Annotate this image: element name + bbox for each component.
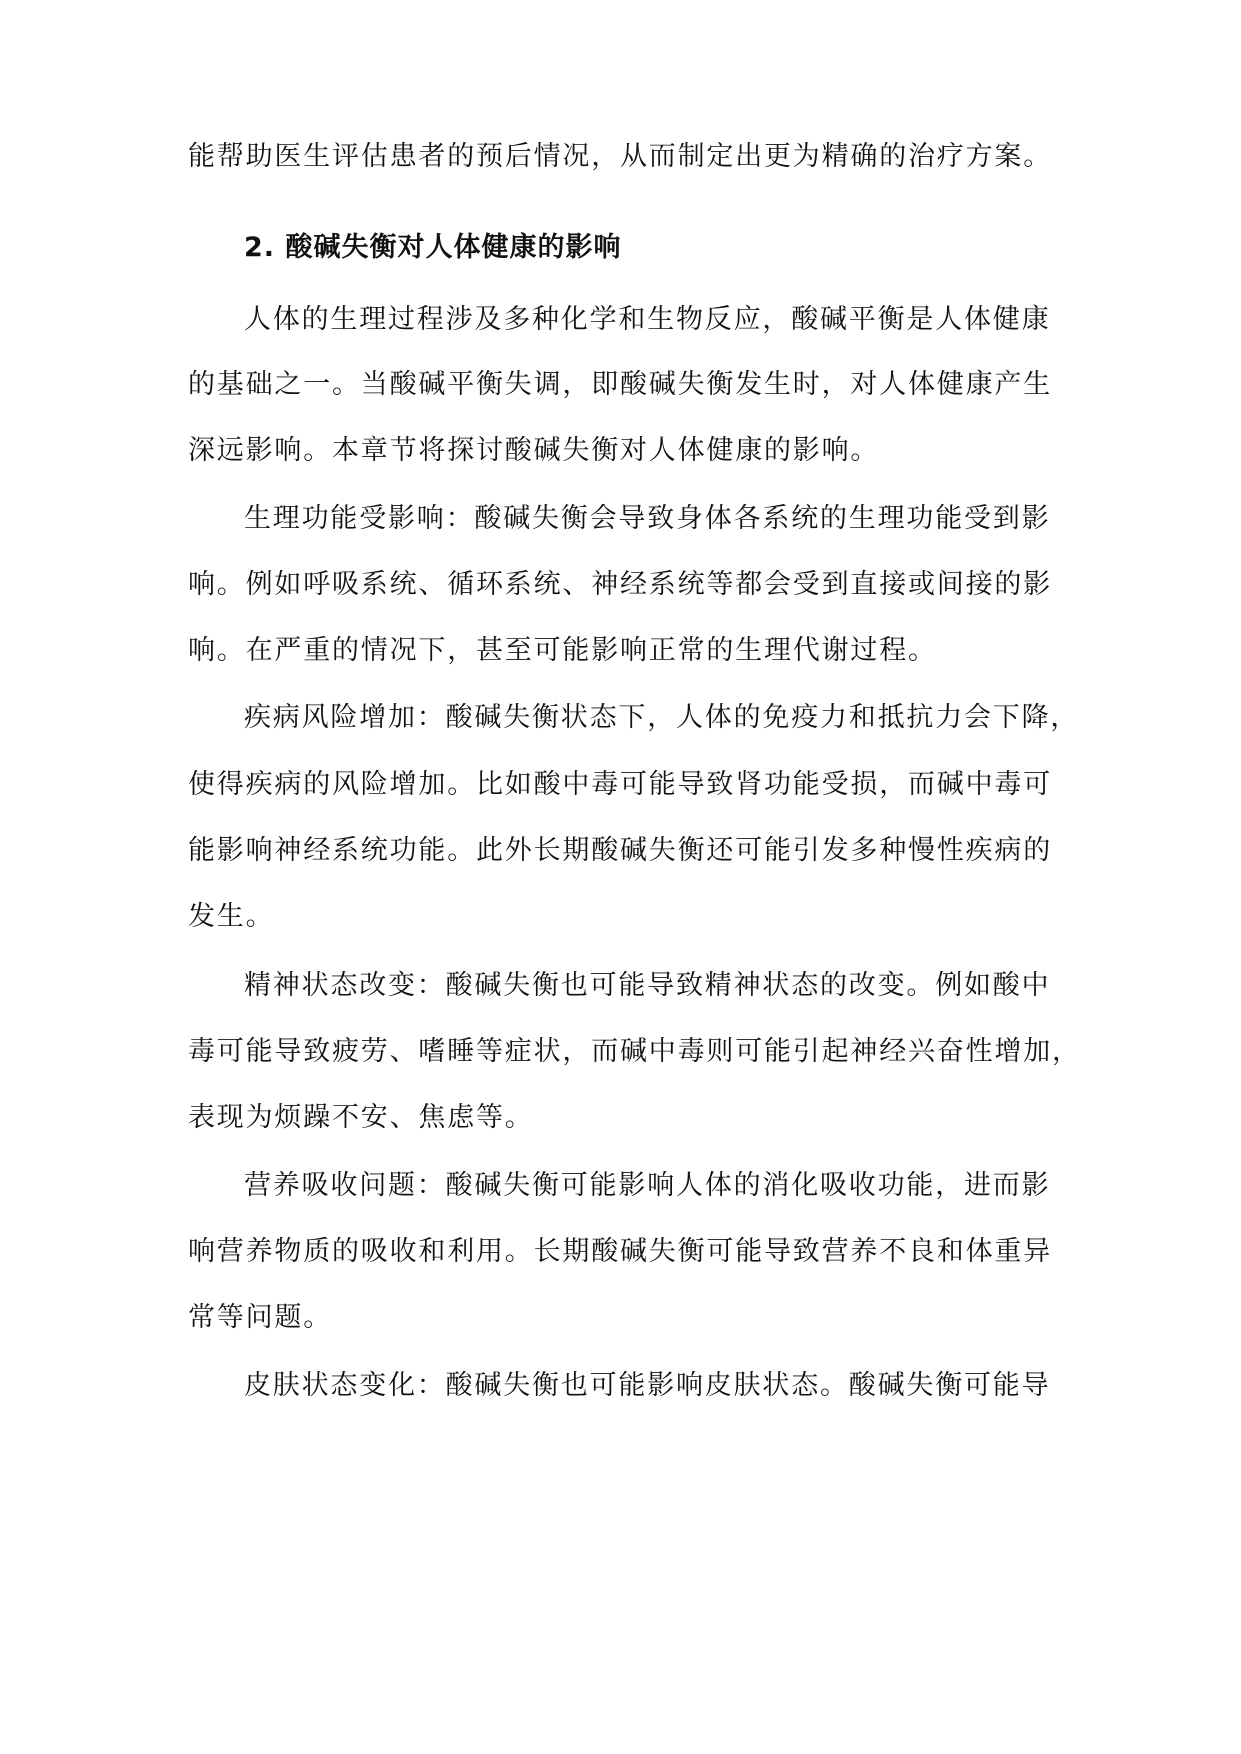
paragraph-6-line-1: 皮肤状态变化：酸碱失衡也可能影响皮肤状态。酸碱失衡可能导 xyxy=(244,1370,1051,1401)
paragraph-1-line-2: 的基础之一。当酸碱平衡失调，即酸碱失衡发生时，对人体健康产生 xyxy=(188,369,1052,400)
paragraph-5-line-2: 响营养物质的吸收和利用。长期酸碱失衡可能导致营养不良和体重异 xyxy=(188,1236,1052,1267)
paragraph-3-line-1: 疾病风险增加：酸碱失衡状态下，人体的免疫力和抵抗力会下降， xyxy=(244,702,1080,733)
paragraph-2-line-2: 响。例如呼吸系统、循环系统、神经系统等都会受到直接或间接的影 xyxy=(188,569,1052,600)
paragraph-4-line-3: 表现为烦躁不安、焦虑等。 xyxy=(188,1102,534,1133)
paragraph-3-line-3: 能影响神经系统功能。此外长期酸碱失衡还可能引发多种慢性疾病的 xyxy=(188,835,1052,866)
paragraph-5-line-3: 常等问题。 xyxy=(188,1302,332,1333)
intro-tail-line: 能帮助医生评估患者的预后情况，从而制定出更为精确的治疗方案。 xyxy=(188,141,1052,172)
paragraph-1-line-1: 人体的生理过程涉及多种化学和生物反应，酸碱平衡是人体健康 xyxy=(244,304,1051,335)
paragraph-1-line-3: 深远影响。本章节将探讨酸碱失衡对人体健康的影响。 xyxy=(188,435,880,466)
section-heading: 2. 酸碱失衡对人体健康的影响 xyxy=(244,232,622,263)
paragraph-2-line-3: 响。在严重的情况下，甚至可能影响正常的生理代谢过程。 xyxy=(188,635,937,666)
paragraph-4-line-2: 毒可能导致疲劳、嗜睡等症状，而碱中毒则可能引起神经兴奋性增加， xyxy=(188,1036,1081,1067)
paragraph-3-line-4: 发生。 xyxy=(188,901,275,932)
paragraph-3-line-2: 使得疾病的风险增加。比如酸中毒可能导致肾功能受损，而碱中毒可 xyxy=(188,769,1052,800)
paragraph-4-line-1: 精神状态改变：酸碱失衡也可能导致精神状态的改变。例如酸中 xyxy=(244,970,1051,1001)
paragraph-2-line-1: 生理功能受影响：酸碱失衡会导致身体各系统的生理功能受到影 xyxy=(244,503,1051,534)
paragraph-5-line-1: 营养吸收问题：酸碱失衡可能影响人体的消化吸收功能，进而影 xyxy=(244,1170,1051,1201)
